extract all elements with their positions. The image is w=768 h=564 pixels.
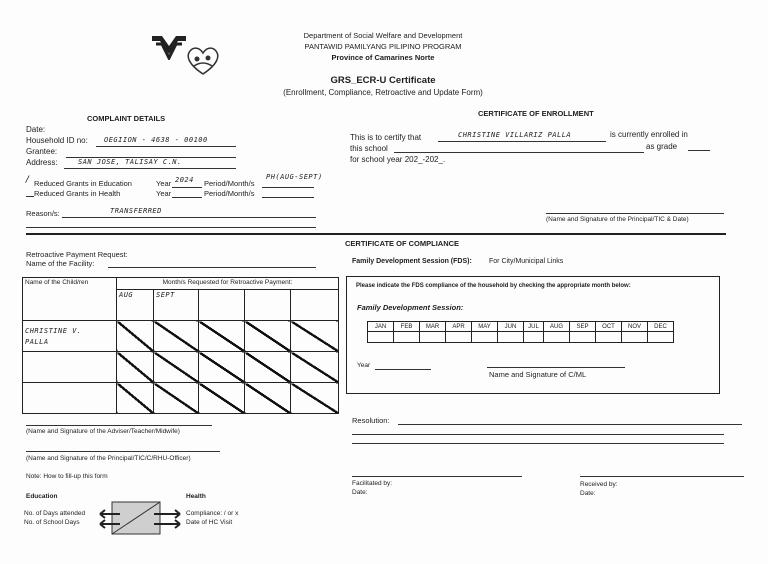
fds-month-dec: DEC — [648, 322, 674, 332]
principal-signature-label: (Name and Signature of the Principal/TIC & Date) — [546, 216, 689, 223]
province-name: Province of Camarines Norte — [331, 53, 435, 62]
fds-check-cell[interactable] — [648, 332, 674, 343]
legend-school-days: No. of School Days — [24, 519, 80, 526]
facilitated-date-label: Date: — [352, 489, 368, 496]
complaint-heading: COMPLAINT DETAILS — [87, 114, 166, 123]
fds-month-table — [367, 321, 674, 343]
fds-month-mar: MAR — [420, 322, 446, 332]
fds-month-jan: JAN — [368, 322, 394, 332]
department-name: Department of Social Welfare and Development — [303, 31, 463, 40]
fds-month-nov: NOV — [622, 322, 648, 332]
legend-diagram — [96, 500, 184, 536]
legend-education: Education — [26, 493, 58, 500]
fds-month-may: MAY — [472, 322, 498, 332]
child-header: Name of the Child/ren — [23, 278, 117, 321]
slash-cell[interactable] — [245, 383, 291, 414]
slash-cell[interactable] — [117, 321, 154, 352]
fds-value: For City/Municipal Links — [489, 258, 564, 265]
slash-cell[interactable] — [154, 352, 199, 383]
slash-cell[interactable] — [291, 383, 339, 414]
table-row — [23, 383, 339, 414]
cml-signature-label: Name and Signature of C/ML — [489, 370, 587, 379]
address-value[interactable]: SAN JOSE, TALISAY C.N. — [78, 158, 182, 166]
fds-instruction: Please indicate the FDS compliance of the household by checking the appropriate month below: — [356, 283, 631, 289]
fds-month-feb: FEB — [394, 322, 420, 332]
legend-compliance: Compliance: / or x — [186, 510, 239, 517]
fds-month-jul: JUL — [524, 322, 544, 332]
principal-rhu-signature-label: (Name and Signature of the Principal/TIC/C/RHU-Officer) — [26, 455, 191, 462]
fds-check-cell[interactable] — [544, 332, 570, 343]
program-name: PANTAWID PAMILYANG PILIPINO PROGRAM — [304, 42, 462, 51]
year-label-health: Year — [156, 189, 172, 198]
legend-health: Health — [186, 493, 206, 500]
child-name-cell[interactable]: CHRISTINE V. PALLA — [23, 321, 117, 352]
address-label: Address: — [26, 158, 58, 167]
reduced-health-label: Reduced Grants in Health — [34, 189, 121, 198]
month-cell-2[interactable]: SEPT — [154, 290, 199, 321]
fds-check-cell[interactable] — [498, 332, 524, 343]
fds-check-cell[interactable] — [446, 332, 472, 343]
slash-cell[interactable] — [117, 383, 154, 414]
section-divider — [26, 233, 726, 235]
certify-suffix: is currently enrolled in — [610, 130, 688, 139]
period-label-health: Period/Month/s — [204, 189, 255, 198]
fds-month-sep: SEP — [570, 322, 596, 332]
student-name[interactable]: CHRISTINE VILLARIZ PALLA — [458, 131, 572, 139]
fds-month-aug: AUG — [544, 322, 570, 332]
fds-check-cell[interactable] — [622, 332, 648, 343]
fds-title: Family Development Session: — [357, 303, 464, 312]
note-label: Note: How to fill-up this form — [26, 473, 108, 480]
table-row — [23, 352, 339, 383]
slash-cell[interactable] — [199, 383, 245, 414]
fds-check-cell[interactable] — [570, 332, 596, 343]
fds-check-cell[interactable] — [368, 332, 394, 343]
month-cell-5[interactable] — [291, 290, 339, 321]
fds-check-cell[interactable] — [596, 332, 622, 343]
certify-prefix: This is to certify that — [350, 133, 422, 142]
slash-cell[interactable] — [199, 352, 245, 383]
child-name-cell[interactable] — [23, 383, 117, 414]
period-value[interactable]: PH(AUG-SEPT) — [266, 173, 323, 181]
fds-check-cell[interactable] — [394, 332, 420, 343]
facility-label: Name of the Facility: — [26, 259, 95, 268]
reason-value[interactable]: TRANSFERRED — [110, 207, 162, 215]
period-label: Period/Month/s — [204, 179, 255, 188]
form-subtitle: (Enrollment, Compliance, Retroactive and Update Form) — [283, 88, 483, 97]
slash-cell[interactable] — [154, 321, 199, 352]
table-row — [23, 321, 339, 352]
grantee-label: Grantee: — [26, 147, 58, 156]
school-label: this school — [350, 144, 388, 153]
compliance-heading: CERTIFICATE OF COMPLIANCE — [345, 239, 460, 248]
fds-month-oct: OCT — [596, 322, 622, 332]
fds-month-jun: JUN — [498, 322, 524, 332]
fds-check-cell[interactable] — [524, 332, 544, 343]
retro-title: Retroactive Payment Request: — [26, 250, 128, 259]
slash-cell[interactable] — [245, 352, 291, 383]
enrollment-heading: CERTIFICATE OF ENROLLMENT — [478, 109, 594, 118]
household-value[interactable]: OEGIION - 4638 - 00100 — [104, 136, 208, 144]
slash-cell[interactable] — [291, 321, 339, 352]
slash-cell[interactable] — [245, 321, 291, 352]
grade-label: as grade — [646, 142, 678, 151]
form-title: GRS_ECR-U Certificate — [330, 75, 436, 86]
year-label: Year — [156, 179, 172, 188]
adviser-signature-label: (Name and Signature of the Adviser/Teacher/Midwife) — [26, 428, 180, 435]
reduced-education-label: Reduced Grants in Education — [34, 179, 132, 188]
child-name-cell[interactable] — [23, 352, 117, 383]
household-label: Household ID no: — [26, 136, 88, 145]
legend-hc-visit: Date of HC Visit — [186, 519, 233, 526]
slash-cell[interactable] — [117, 352, 154, 383]
year-value[interactable]: 2024 — [175, 176, 194, 184]
received-by-label: Received by: — [580, 481, 618, 488]
months-header: Month/s Requested for Retroactive Payment: — [117, 278, 339, 290]
dswd-logo — [150, 32, 188, 60]
received-date-label: Date: — [580, 490, 596, 497]
reason-label: Reason/s: — [26, 209, 60, 218]
fds-label: Family Development Session (FDS): — [352, 258, 472, 265]
pantawid-logo — [184, 44, 222, 78]
month-cell-3[interactable] — [199, 290, 245, 321]
fds-month-apr: APR — [446, 322, 472, 332]
month-cell-4[interactable] — [245, 290, 291, 321]
fds-box — [346, 276, 720, 394]
slash-cell[interactable] — [154, 383, 199, 414]
date-label: Date: — [26, 125, 46, 134]
facilitated-by-label: Facilitated by: — [352, 480, 393, 487]
fds-check-cell[interactable] — [420, 332, 446, 343]
slash-cell[interactable] — [199, 321, 245, 352]
resolution-label: Resolution: — [352, 416, 390, 425]
fds-check-cell[interactable] — [472, 332, 498, 343]
slash-cell[interactable] — [291, 352, 339, 383]
education-checkbox-mark[interactable]: / — [25, 175, 31, 185]
month-cell-1[interactable]: AUG — [117, 290, 154, 321]
school-year-label: for school year 202_-202_. — [350, 155, 446, 164]
legend-days-attended: No. of Days attended — [24, 510, 86, 517]
fds-year-label: Year — [357, 362, 371, 369]
retro-table — [22, 277, 339, 414]
